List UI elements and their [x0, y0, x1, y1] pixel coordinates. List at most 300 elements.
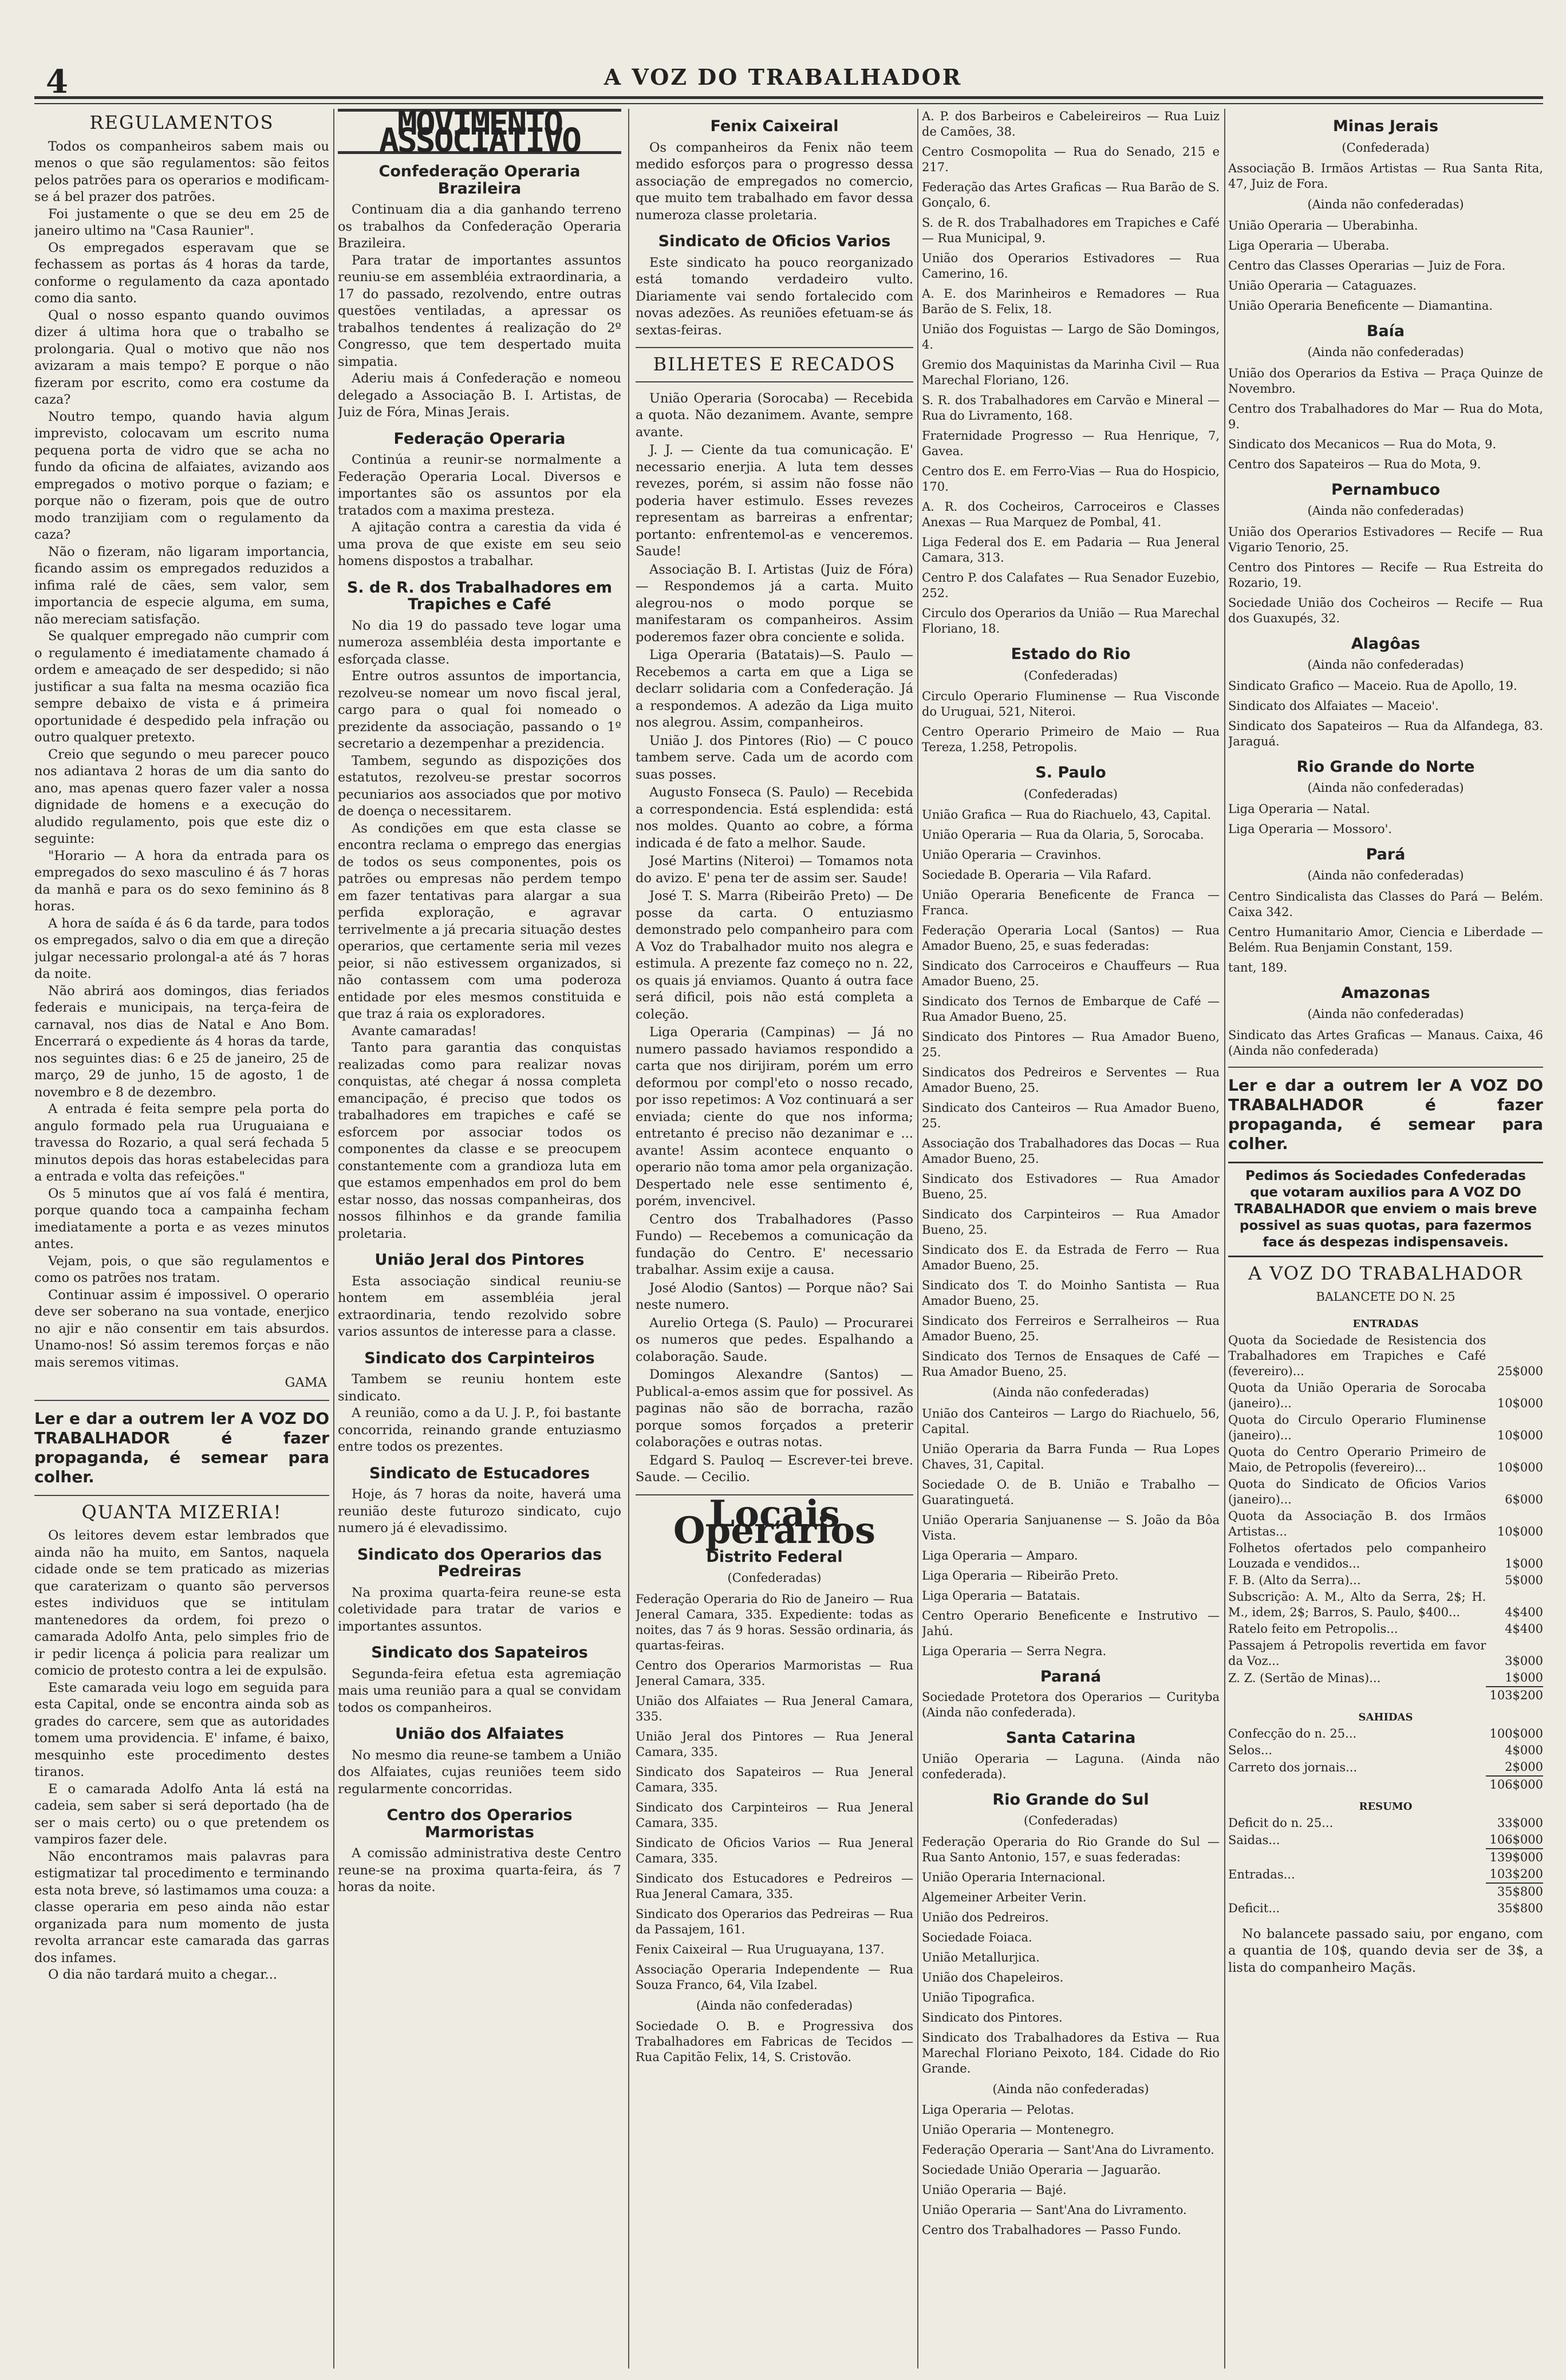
list-entry: União Operaria — Montenegro. [922, 2123, 1114, 2137]
column-3 [636, 109, 913, 2369]
paragraph: "Horario — A hora da entrada para os empregados do sexo masculino é ás 7 horas da manhã e para os do sexo feminino ás 8 horas. [34, 848, 329, 914]
list-entry: Liga Operaria — Amparo. [922, 1548, 1078, 1562]
bilhete-item: União Operaria (Sorocaba) — Recebida a quota. Não dezanimem. Avante, sempre avante. [636, 390, 913, 440]
non-confederated-label: (Ainda não confederadas) [992, 2082, 1149, 2096]
paragraph: O dia não tardará muito a chegar... [48, 1967, 278, 1982]
header-rule [34, 96, 1543, 99]
balance-label: Folhetos ofertados pelo companheiro Louzada e vendidos... [1228, 1541, 1486, 1570]
article-title: Fenix Caixeiral [710, 117, 839, 135]
balance-label-empty [1228, 1687, 1486, 1704]
article-title: Sindicato dos Carpinteiros [364, 1349, 595, 1367]
balance-label: Ratelo feito em Petropolis... [1228, 1621, 1398, 1636]
non-confederated-label: (Ainda não confederadas) [696, 1998, 853, 2012]
balance-row [1228, 1589, 1543, 1621]
region-title-df: Distrito Federal [706, 1548, 843, 1566]
non-confederated-label: (Ainda não confederadas) [1307, 781, 1464, 795]
list-entry: Sindicato das Artes Graficas — Manaus. Caixa, 46 (Ainda não confederada) [1228, 1028, 1543, 1057]
paragraph: Os 5 minutos que aí vos falá é mentira, porque quando toca a campainha fecham imediatamente a porta e as vezes minutos antes. [34, 1186, 329, 1252]
balance-row [1228, 1669, 1543, 1687]
balance-value: 103$200 [1486, 1687, 1543, 1704]
list-entry: Sindicato dos Sapateiros — Rua da Alfandega, 83. Jaraguá. [1228, 719, 1543, 748]
balance-value: 3$000 [1505, 1653, 1543, 1668]
list-entry: Centro dos Pintores — Recife — Rua Estreita do Rozario, 19. [1228, 560, 1543, 590]
signature: GAMA [285, 1375, 327, 1390]
list-entry: Liga Operaria — Uberaba. [1228, 238, 1390, 252]
bilhete-item: Domingos Alexandre (Santos) — Publical-a-emos assim que for possivel. As paginas não são de borracha, razão porque somos forçados a preterir colaborações e outras notas. [636, 1367, 913, 1450]
balance-row [1228, 1687, 1543, 1704]
balance-row [1228, 1815, 1543, 1832]
paragraph: Tanto para garantia das conquistas realizadas como para realizar novas conquistas, até chegar á nossa completa emancipação, é preciso que todos os trabalhadores em trapiches e café se esforcem por associar todos os componentes da classe e se preocupem constantemente com a grandioza luta em que estamos empenhados em prol do bem estar nosso, das nossas companheiras, dos nossos filhinhos e da grande familia proletaria. [338, 1040, 621, 1241]
balance-row [1228, 1742, 1543, 1759]
newspaper-title: A VOZ DO TRABALHADOR [603, 64, 963, 90]
list-entry: Sindicato dos E. da Estrada de Ferro — Rua Amador Bueno, 25. [922, 1243, 1220, 1272]
list-entry: Sindicato dos Estivadores — Rua Amador Bueno, 25. [922, 1172, 1220, 1201]
balance-row [1228, 1726, 1543, 1742]
paragraph: Se qualquer empregado não cumprir com o regulamento é imediatamente chamado á ordem e ameaçado de ser despedido; si não justificar a sua falta na mesma ocazião fica sempre debaixo de vista e á primeira oportunidade é despedido pela infração ou outro qualquer pretexto. [34, 629, 329, 745]
list-entry: União dos Alfaiates — Rua Jeneral Camara, 335. [636, 1694, 913, 1723]
article-title-regulamentos: REGULAMENTOS [89, 112, 274, 133]
header-rule-thin [34, 103, 1543, 104]
balance-label: Subscrição: A. M., Alto da Serra, 2$; H. M., idem, 2$; Barros, S. Paulo, $400... [1228, 1589, 1486, 1619]
list-entry: União dos Foguistas — Largo de São Domingos, 4. [922, 322, 1220, 352]
list-entry: União Operaria — Uberabinha. [1228, 218, 1418, 232]
list-entry: União Tipografica. [922, 1990, 1035, 2004]
paragraph: A ajitação contra a carestia da vida é uma prova de que existe em seu seio homens dispostos a trabalhar. [338, 520, 621, 569]
balance-row [1228, 1849, 1543, 1866]
paragraph: Entre outros assuntos de importancia, rezolveu-se nomear um novo fiscal jeral, cargo para o qual foi nomeado o prezidente da associação, passando o 1º secretario a dezempenhar a prezidencia. [338, 669, 621, 751]
separator [636, 381, 913, 382]
rn-entries [1228, 802, 1543, 837]
region-title-am: Amazonas [1341, 984, 1430, 1002]
balance-label: Quota do Sindicato de Oficios Varios (janeiro)... [1228, 1477, 1486, 1506]
paragraph: As condições em que esta classe se encontra reclama o emprego das energias de todos os seus componentes, pois os patrões ou empresas não perdem tempo em fazer tentativas para alargar a sua perfida exploração, e agravar terrivelmente a já precaria situação destes operarios, que certamente seria mil vezes peior, si não estivessem organizados, si não contassem com uma poderoza entidade por eles mesmos constituida e que traz á raia os exploradores. [338, 820, 621, 1021]
balance-row [1228, 1380, 1543, 1412]
article-title: Sindicato dos Sapateiros [371, 1644, 588, 1661]
paragraph: Continúa a reunir-se normalmente a Federação Operaria Local. Diversos e importantes são os assuntos por ela tratados com a maxima presteza. [338, 452, 621, 518]
list-entry: Liga Operaria — Pelotas. [922, 2103, 1074, 2117]
balance-section-label: RESUMO [1359, 1800, 1413, 1813]
balance-value: 5$000 [1505, 1573, 1543, 1587]
list-entry: Sindicato dos Estucadores e Pedreiros — Rua Jeneral Camara, 335. [636, 1871, 913, 1901]
article-regulamentos [34, 139, 329, 1372]
section-title-movimento: MOVIMENTO ASSOCIATIVO [338, 109, 621, 154]
region-title-mg: Minas Jerais [1332, 117, 1439, 135]
df-entries [636, 1592, 913, 1993]
balance-value: 35$800 [1497, 1901, 1543, 1915]
balance-value: 106$000 [1486, 1776, 1543, 1793]
column-divider [333, 109, 334, 2369]
paragraph: Avante camaradas! [352, 1023, 477, 1039]
balance-value: 1$000 [1505, 1556, 1543, 1570]
bilhete-item: União J. dos Pintores (Rio) — C pouco tambem serve. Cada um de acordo com suas posses. [636, 733, 913, 782]
balance-row [1228, 1759, 1543, 1776]
balance-label: Confecção do n. 25... [1228, 1726, 1357, 1740]
non-confederated-label: (Ainda não confederadas) [1307, 869, 1464, 882]
confederated-label: (Confederadas) [1024, 787, 1118, 801]
paragraph: A entrada é feita sempre pela porta do angulo formado pela rua Uruguaiana e travessa do Rozario, a qual será fechada 5 minutos depois das horas estabelecidas para a entrada e volta das refeições." [34, 1102, 329, 1184]
association-articles [636, 118, 913, 339]
balance-label: Passajem á Petropolis revertida em favor da Voz... [1228, 1638, 1486, 1668]
balance-value: 100$000 [1489, 1726, 1543, 1740]
list-entry: A. R. dos Cocheiros, Carroceiros e Classes Anexas — Rua Marquez de Pombal, 41. [922, 500, 1220, 529]
list-entry: Centro dos Operarios Marmoristas — Rua Jeneral Camara, 335. [636, 1658, 913, 1688]
paragraph: Vejam, pois, o que são regulamentos e como os patrões nos tratam. [34, 1253, 329, 1285]
balance-value: 33$000 [1497, 1815, 1543, 1830]
balance-footer-note: No balancete passado saiu, por engano, com a quantia de 10$, quando devia ser de 3$, a lista do companheiro Maçãs. [1228, 1926, 1543, 1975]
balance-row [1228, 1332, 1543, 1380]
column-divider [628, 109, 629, 2369]
balance-label-empty [1228, 1883, 1486, 1900]
parana-entries [922, 1690, 1220, 1720]
list-entry: União Jeral dos Pintores — Rua Jeneral Camara, 335. [636, 1729, 913, 1759]
list-entry: Liga Operaria — Serra Negra. [922, 1644, 1107, 1658]
balance-section-label: ENTRADAS [1352, 1317, 1419, 1330]
region-title-al: Alagôas [1351, 634, 1421, 653]
article-title: Confederação Operaria Brazileira [378, 163, 581, 198]
paragraph: A reunião, como a da U. J. P., foi bastante concorrida, reinando grande entuziasmo entre todos os prezentes. [338, 1406, 621, 1454]
balance-section-header [1228, 1793, 1543, 1815]
balance-value: 4$000 [1505, 1743, 1543, 1757]
pe-entries [1228, 524, 1543, 626]
confederated-label: (Confederada) [1342, 140, 1430, 155]
confederated-label: (Confederadas) [1024, 1814, 1118, 1828]
list-entry: Sindicato dos Ternos de Embarque de Café — Rua Amador Bueno, 25. [922, 994, 1220, 1024]
non-confederated-label: (Ainda não confederadas) [1307, 1007, 1464, 1021]
section-title-locais: Locais Operarios [673, 1492, 876, 1552]
bilhete-item: Associação B. I. Artistas (Juiz de Fóra) — Respondemos já a carta. Muito alegrou-nos o modo porque se manifestaram os companheiros. Assim poderemos fazer obra conciente e solida. [636, 562, 913, 645]
bilhete-item: J. J. — Ciente da tua comunicação. E' necessario enerjia. A luta tem desses revezes, porém, si assim não fosse não poderia haver estimulo. Esses revezes representam as barreiras a enfrentar; portanto: enfrentemol-as e venceremos. Saude! [636, 443, 913, 559]
paragraph: Os empregados esperavam que se fechassem as portas ás 4 horas da tarde, conforme o regulamento da caza apontado como dia santo. [34, 240, 329, 306]
balance-table [1228, 1311, 1543, 1917]
balance-label-empty [1228, 1776, 1486, 1793]
balance-value: 106$000 [1489, 1832, 1543, 1846]
balance-value: 4$400 [1505, 1605, 1543, 1619]
list-entry: União dos Canteiros — Largo do Riachuelo, 56, Capital. [922, 1406, 1220, 1436]
paragraph: No dia 19 do passado teve logar uma numeroza assembléia desta importante e esforçada classe. [338, 618, 621, 667]
paragraph: No mesmo dia reune-se tambem a União dos Alfaiates, cujas reuniões teem sido regularmente concorridas. [338, 1747, 621, 1797]
paragraph: Este camarada veiu logo em seguida para esta Capital, onde se encontra ainda sob as grades do carcere, sem que as autoridades tomem uma providencia. E' infame, é baixo, mesquinho este procedimento destes tiranos. [34, 1680, 329, 1779]
balance-section-label: SAHIDAS [1358, 1711, 1413, 1723]
list-entry: Liga Operaria — Mossoro'. [1228, 822, 1393, 836]
article-title: União dos Alfaiates [395, 1725, 564, 1743]
balance-value: 4$400 [1505, 1621, 1543, 1636]
separator [34, 1495, 329, 1496]
al-entries [1228, 678, 1543, 749]
list-entry: Sindicato dos Pintores. [922, 2010, 1063, 2024]
list-entry: União Operaria — Cravinhos. [922, 848, 1102, 862]
list-entry: Sindicato dos Mecanicos — Rua do Mota, 9. [1228, 437, 1497, 451]
balance-label: Quota da União Operaria de Sorocaba (janeiro)... [1228, 1380, 1486, 1410]
region-title-ba: Baía [1366, 322, 1405, 340]
separator [34, 1400, 329, 1401]
sp-non-confed-entries [922, 1406, 1220, 1659]
column-4 [922, 109, 1220, 2369]
article-title: Sindicato de Oficios Varios [658, 232, 891, 250]
list-entry: Centro Humanitario Amor, Ciencia e Liberdade — Belém. Rua Benjamin Constant, 159. [1228, 925, 1543, 954]
list-entry: União dos Operarios Estivadores — Rua Camerino, 16. [922, 251, 1220, 281]
paragraph: Noutro tempo, quando havia algum imprevisto, colocavam um escrito numa pequena porta de vidro que se acha no fundo da oficina de alfaiates, avizando aos empregados o motivo porque o faziam; e porque não o fizeram, pois que de outro modo tranzijiam com o regulamento da caza? [34, 409, 329, 542]
paragraph: E o camarada Adolfo Anta lá está na cadeia, sem saber si será deportado (ha de ser o mais certo) ou o que pretendem os vampiros fazer dele. [34, 1781, 329, 1847]
list-entry: União Operaria Beneficente — Diamantina. [1228, 298, 1493, 313]
list-entry: Associação B. Irmãos Artistas — Rua Santa Rita, 47, Juiz de Fora. [1228, 161, 1543, 191]
non-confederated-label: (Ainda não confederadas) [1307, 504, 1464, 518]
list-entry: tant, 189. [1228, 960, 1288, 974]
list-entry: Sindicato dos Sapateiros — Rua Jeneral Camara, 335. [636, 1765, 913, 1794]
list-entry: União Operaria — Laguna. (Ainda não confederada). [922, 1751, 1220, 1781]
list-entry: Centro Cosmopolita — Rua do Senado, 215 e 217. [922, 145, 1220, 174]
list-entry: Centro dos Sapateiros — Rua do Mota, 9. [1228, 457, 1481, 471]
balance-value: 35$800 [1486, 1883, 1543, 1900]
paragraph: Continuam dia a dia ganhando terreno os trabalhos da Confederação Operaria Brazileira. [338, 202, 621, 251]
paragraph: Os leitores devem estar lembrados que ainda não ha muito, em Santos, naquela cidade onde se tem praticado as mizerias que caraterizam o quanto são perversos estes individuos que se intitulam mantenedores da ordem, foi prezo o camarada Adolfo Anta, pelo simples frio de ir pedir licença á policia para realizar um comicio de protesto contra a lei de expulsão. [34, 1528, 329, 1678]
list-entry: União Operaria Internacional. [922, 1870, 1106, 1884]
article-title: Sindicato de Estucadores [369, 1464, 590, 1482]
list-entry: Federação Operaria Local (Santos) — Rua Amador Bueno, 25, e suas federadas: [922, 923, 1220, 953]
paragraph: Todos os companheiros sabem mais ou menos o que são regulamentos: são feitos pelos patrões para os operarios e modificam-se á bel prazer dos patrões. [34, 139, 329, 204]
balance-value: 10$000 [1497, 1428, 1543, 1442]
bilhete-item: Liga Operaria (Campinas) — Já no numero passado haviamos respondido a carta que nos dirijiram, porém um erro deformou por compl'eto o nosso recado, por isso repetimos: A Voz continuará a ser enviada; ciente do que nos informa; entretanto é preciso não dezanimar e ... avante! Assim acontece enquanto o operario não toma amor pela organização. Despertado nele esse sentimento é, porém, invencivel. [636, 1025, 913, 1209]
article-title: União Jeral dos Pintores [374, 1251, 585, 1269]
article-mizeria [34, 1528, 329, 1984]
list-entry: Fenix Caixeiral — Rua Uruguayana, 137. [636, 1942, 885, 1956]
article-title: S. de R. dos Trabalhadores em Trapiches e Café [346, 578, 613, 613]
list-entry: Centro Sindicalista das Classes do Pará — Belém. Caixa 342. [1228, 889, 1543, 919]
region-title-rgs: Rio Grande do Sul [992, 1790, 1149, 1809]
list-entry: União Operaria — Rua da Olaria, 5, Sorocaba. [922, 828, 1204, 842]
list-entry: Centro P. dos Calafates — Rua Senador Euzebio, 252. [922, 571, 1220, 600]
non-confederated-label: (Ainda não confederadas) [1307, 658, 1464, 672]
separator [1228, 1067, 1543, 1068]
list-entry: Centro dos E. em Ferro-Vias — Rua do Hospicio, 170. [922, 464, 1220, 494]
balance-section-header [1228, 1704, 1543, 1726]
paragraph: Continuar assim é impossivel. O operario deve ser soberano na sua vontade, enerjico no ajir e não consentir em tais absurdos. Unamo-nos! Só assim teremos forças e não mais seremos vitimas. [34, 1287, 329, 1370]
paragraph: Creio que segundo o meu parecer pouco nos adiantava 2 horas de um dia santo do ano, mas apenas quero fazer valer a nossa dignidade de homens e a execução do aludido regulamento, pois que este diz o seguinte: [34, 747, 329, 846]
balance-row [1228, 1476, 1543, 1508]
separator [636, 347, 913, 348]
mg-entries [1228, 161, 1543, 192]
sc-entries [922, 1751, 1220, 1782]
column-2 [338, 109, 621, 2369]
list-entry: Federação Operaria do Rio de Janeiro — Rua Jeneral Camara, 335. Expediente: todas as noites, das 7 ás 9 horas. Sessão ordinaria, ás quartas-feiras. [636, 1592, 913, 1652]
balance-label: Carreto dos jornais... [1228, 1760, 1358, 1774]
balance-row [1228, 1832, 1543, 1849]
balance-label: Selos... [1228, 1743, 1272, 1757]
balance-row [1228, 1540, 1543, 1572]
df-extra-entries [636, 2019, 913, 2065]
list-entry: Algemeiner Arbeiter Verin. [922, 1890, 1087, 1904]
list-entry: União Operaria Beneficente de Franca — Franca. [922, 888, 1220, 917]
region-title-sc: Santa Catarina [1005, 1729, 1136, 1747]
balance-value: 6$000 [1505, 1492, 1543, 1506]
list-entry: União dos Operarios Estivadores — Recife — Rua Vigario Tenorio, 25. [1228, 524, 1543, 554]
ba-entries [1228, 366, 1543, 472]
list-entry: União dos Pedreiros. [922, 1910, 1049, 1924]
region-title-estado-rio: Estado do Rio [1011, 645, 1131, 663]
list-entry: Sociedade União Operaria — Jaguarão. [922, 2163, 1161, 2177]
list-entry: Centro dos Trabalhadores — Passo Fundo. [922, 2223, 1181, 2237]
list-entry: Sociedade Foiaca. [922, 1930, 1032, 1944]
promo-box: Ler e dar a outrem ler A VOZ DO TRABALHADOR é fazer propaganda, é semear para colher. [34, 1408, 329, 1486]
paragraph: Para tratar de importantes assuntos reuniu-se em assembléia extraordinaria, a 17 do passado, rezolvendo, entre outras questões ventiladas, a apressar os trabalhos tendentes á realização do 2º Congresso, que tem despertado muita simpatia. [338, 252, 621, 369]
paragraph: Na proxima quarta-feira reune-se esta coletividade para tratar de varios e importantes assuntos. [338, 1585, 621, 1634]
balance-row [1228, 1444, 1543, 1476]
paragraph: A hora de saída é ás 6 da tarde, para todos os empregados, salvo o dia em que a direção julgar necessario prolongal-a até ás 7 horas da noite. [34, 915, 329, 981]
list-entry: Sindicato dos Trabalhadores da Estiva — Rua Marechal Floriano Peixoto, 184. Cidade do Rio Grande. [922, 2030, 1220, 2075]
balance-label: Quota do Centro Operario Primeiro de Maio, de Petropolis (fevereiro)... [1228, 1444, 1486, 1474]
bilhetes-list [636, 390, 913, 1486]
column-divider [917, 109, 918, 2369]
list-entry: Liga Federal dos E. em Padaria — Rua Jeneral Camara, 313. [922, 535, 1220, 565]
region-title-pe: Pernambuco [1331, 480, 1441, 499]
list-entry: Sindicato dos Carpinteiros — Rua Amador Bueno, 25. [922, 1207, 1220, 1237]
list-entry: União Operaria — Bajé. [922, 2183, 1067, 2197]
section-title-bilhetes: BILHETES E RECADOS [653, 353, 896, 375]
balance-row [1228, 1776, 1543, 1793]
page-number: 4 [46, 63, 68, 101]
balance-row [1228, 1621, 1543, 1637]
quota-announcement: Pedimos ás Sociedades Confederadas que votaram auxilios para A VOZ DO TRABALHADOR que enviem o mais breve possivel as suas quotas, para fazermos face ás despezas indispensaveis. [1228, 1162, 1543, 1257]
list-entry: União Grafica — Rua do Riachuelo, 43, Capital. [922, 808, 1212, 822]
balance-value: 139$000 [1486, 1849, 1543, 1866]
list-entry: Sindicato dos Operarios das Pedreiras — Rua da Passajem, 161. [636, 1907, 913, 1936]
list-entry: Gremio dos Maquinistas da Marinha Civil — Rua Marechal Floriano, 126. [922, 358, 1220, 387]
list-entry: União dos Chapeleiros. [922, 1970, 1064, 1984]
paragraph: Não abrirá aos domingos, dias feriados federais e municipais, na terça-feira de carnaval, nos dias de Natal e Ano Bom. Encerrará o expediente ás 4 horas da tarde, nos seguintes dias: 6 e 25 de janeiro, 25 de março, 29 de junho, 15 de agosto, 1 de novembro e 8 de dezembro. [34, 983, 329, 1100]
balance-label: Saidas... [1228, 1833, 1280, 1847]
list-entry: Sindicato dos Pintores — Rua Amador Bueno, 25. [922, 1030, 1220, 1059]
bilhete-item: Centro dos Trabalhadores (Passo Fundo) — Recebemos a comunicação da fundação do Centro. E' necessario trabalhar. Assim exije a causa. [636, 1211, 913, 1277]
region-title-sp: S. Paulo [1035, 764, 1106, 782]
balance-row [1228, 1637, 1543, 1669]
paragraph: Esta associação sindical reuniu-se hontem em assembléia jeral extraordinaria, tendo rezolvido sobre varios assuntos de interesse para a classe. [338, 1273, 621, 1339]
paragraph: Tambem, segundo as dispozições dos estatutos, rezolveu-se prestar socorros pecuniarios aos associados que por motivo de doença o necessitarem. [338, 753, 621, 819]
balance-row [1228, 1412, 1543, 1444]
balance-value: 25$000 [1497, 1364, 1543, 1378]
list-entry: União dos Operarios da Estiva — Praça Quinze de Novembro. [1228, 366, 1543, 396]
list-entry: Fraternidade Progresso — Rua Henrique, 7, Gavea. [922, 429, 1220, 458]
list-entry: Liga Operaria — Natal. [1228, 802, 1370, 816]
balance-row [1228, 1572, 1543, 1589]
bilhete-item: Liga Operaria (Batatais)—S. Paulo — Recebemos a carta em que a Liga se declarr solidaria com a Confederação. Já a respondemos. A adezão da Liga muito nos alegrou. Assim, companheiros. [636, 648, 913, 730]
list-entry: Circulo dos Operarios da União — Rua Marechal Floriano, 18. [922, 606, 1220, 636]
list-entry: União Operaria Sanjuanense — S. João da Bôa Vista. [922, 1513, 1220, 1542]
balance-label: Quota da Associação B. dos Irmãos Artistas... [1228, 1509, 1486, 1538]
list-entry: Liga Operaria — Batatais. [922, 1588, 1080, 1603]
balance-value: 2$000 [1505, 1759, 1543, 1774]
region-title-rn: Rio Grande do Norte [1296, 757, 1475, 776]
paragraph: Não o fizeram, não ligaram importancia, ficando assim os empregados reduzidos a infima ralé de cães, sem valor, sem importancia de especie alguma, em suma, não mereciam satisfação. [34, 544, 329, 627]
list-entry: Sindicato dos T. do Moinho Santista — Rua Amador Bueno, 25. [922, 1278, 1220, 1308]
list-entry: Sociedade B. Operaria — Vila Rafard. [922, 868, 1152, 882]
list-entry: União Metallurjica. [922, 1950, 1040, 1964]
list-entry: Sociedade União dos Cocheiros — Recife — Rua dos Guaxupés, 32. [1228, 595, 1543, 625]
balance-value: 10$000 [1497, 1460, 1543, 1474]
list-entry: Liga Operaria — Ribeirão Preto. [922, 1568, 1119, 1582]
bilhete-item: Augusto Fonseca (S. Paulo) — Recebida a correspondencia. Está esplendida: está nos moldes. Quanto ao cobre, a fórma indicada é de fato a melhor. Saude. [636, 785, 913, 851]
balance-label: Entradas... [1228, 1867, 1295, 1881]
list-entry: Centro Operario Primeiro de Maio — Rua Tereza, 1.258, Petropolis. [922, 725, 1220, 754]
list-entry: União Operaria da Barra Funda — Rua Lopes Chaves, 31, Capital. [922, 1442, 1220, 1471]
confederated-label: (Confederadas) [1024, 668, 1118, 682]
list-entry: A. P. dos Barbeiros e Cabeleireiros — Rua Luiz de Camões, 38. [922, 109, 1220, 139]
balance-label: Z. Z. (Sertão de Minas)... [1228, 1671, 1381, 1685]
column-divider [1224, 109, 1225, 2369]
bilhete-item: José Alodio (Santos) — Porque não? Sai neste numero. [636, 1280, 913, 1312]
paragraph: Este sindicato ha pouco reorganizado está tomando verdadeiro vulto. Diariamente vai sendo fortalecido com novas adezões. As reuniões efetuam-se ás sextas-feiras. [636, 255, 913, 338]
list-entry: Sindicato Grafico — Maceio. Rua de Apollo, 19. [1228, 678, 1517, 693]
balance-value: 103$200 [1489, 1866, 1543, 1881]
non-confederated-label: (Ainda não confederadas) [1307, 345, 1464, 359]
balance-value: 10$000 [1497, 1396, 1543, 1410]
paragraph: Tambem se reuniu hontem este sindicato. [338, 1372, 621, 1404]
list-entry: Sindicato dos Alfaiates — Maceio'. [1228, 698, 1439, 713]
bilhete-item: José T. S. Marra (Ribeirão Preto) — De posse da carta. O entuziasmo demonstrado pelo companheiro para com A Voz do Trabalhador muito nos alegra e estimula. A prezente faz começo no n. 22, os quais já enviamos. Quanto á outra face será dificil, pois não está completa a coleção. [636, 889, 913, 1022]
list-entry: Sociedade O. de B. União e Trabalho — Guaratinguetá. [922, 1477, 1220, 1507]
mg-non-confed-entries [1228, 218, 1543, 314]
rgs-entries [922, 1834, 1220, 2077]
pa-entries [1228, 889, 1543, 976]
list-entry: União Operaria — Sant'Ana do Livramento. [922, 2203, 1187, 2217]
list-entry: Federação das Artes Graficas — Rua Barão de S. Gonçalo, 6. [922, 180, 1220, 210]
am-entries [1228, 1028, 1543, 1059]
list-entry: S. de R. dos Trabalhadores em Trapiches e Café — Rua Municipal, 9. [922, 216, 1220, 245]
balance-value: 1$000 [1505, 1670, 1543, 1684]
list-entry: Federação Operaria do Rio Grande do Sul — Rua Santo Antonio, 157, e suas federadas: [922, 1834, 1220, 1864]
non-confederated-label: (Ainda não confederadas) [1307, 198, 1464, 211]
confederated-label: (Confederadas) [727, 1571, 822, 1585]
balance-label: Deficit... [1228, 1901, 1280, 1915]
balance-row [1228, 1866, 1543, 1883]
list-entry: Sociedade Protetora dos Operarios — Curityba (Ainda não confederada). [922, 1690, 1220, 1719]
list-entry: Sindicatos dos Pedreiros e Serventes — Rua Amador Bueno, 25. [922, 1065, 1220, 1095]
bilhete-item: José Martins (Niteroi) — Tomamos nota do avizo. E' pena ter de assim ser. Saude! [636, 854, 913, 886]
list-entry: Centro das Classes Operarias — Juiz de Fora. [1228, 258, 1506, 273]
balance-label: Quota da Sociedade de Resistencia dos Trabalhadores em Trapiches e Café (fevereiro)... [1228, 1333, 1486, 1378]
column-1 [34, 109, 329, 2369]
list-entry: Sindicato dos Ternos de Ensaques de Café — Rua Amador Bueno, 25. [922, 1349, 1220, 1379]
list-entry: Sociedade O. B. e Progressiva dos Trabalhadores em Fabricas de Tecidos — Rua Capitão Felix, 14, S. Cristovão. [636, 2019, 913, 2064]
rgs-non-confed-entries [922, 2102, 1220, 2238]
paragraph: Hoje, ás 7 horas da noite, haverá uma reunião deste futurozo sindicato, cujo numero já é elevadissimo. [338, 1487, 621, 1536]
balance-label: Quota do Circulo Operario Fluminense (janeiro)... [1228, 1412, 1486, 1442]
paragraph: Foi justamente o que se deu em 25 de janeiro ultimo na "Casa Raunier". [34, 206, 329, 238]
article-title: Sindicato dos Operarios das Pedreiras [357, 1545, 602, 1580]
list-entry: Sindicato dos Ferreiros e Serralheiros — Rua Amador Bueno, 25. [922, 1314, 1220, 1343]
bilhete-item: Aurelio Ortega (S. Paulo) — Procurarei os numeros que pedes. Espalhando a colaboração. Saude. [636, 1315, 913, 1364]
balance-row [1228, 1883, 1543, 1900]
list-entry: Circulo Operario Fluminense — Rua Visconde do Uruguai, 521, Niteroi. [922, 689, 1220, 719]
balance-value: 10$000 [1497, 1524, 1543, 1538]
paragraph: A comissão administrativa deste Centro reune-se na proxima quarta-feira, ás 7 horas da noite. [338, 1846, 621, 1894]
estado-rio-entries [922, 689, 1220, 755]
promo-box: Ler e dar a outrem ler A VOZ DO TRABALHADOR é fazer propaganda, é semear para colher. [1228, 1075, 1543, 1153]
balance-section-header [1228, 1311, 1543, 1332]
article-title-mizeria: QUANTA MIZERIA! [81, 1501, 282, 1523]
paragraph: Os companheiros da Fenix não teem medido esforços para o progresso dessa associação de empregados no comercio, que muito tem trabalhado em favor dessa numeroza classe proletaria. [636, 140, 913, 223]
df-entries-continued [922, 109, 1220, 637]
list-entry: A. E. dos Marinheiros e Remadores — Rua Barão de S. Felix, 18. [922, 287, 1220, 316]
balance-title: A VOZ DO TRABALHADOR [1248, 1262, 1523, 1284]
bilhete-item: Edgard S. Pauloq — Escrever-tei breve. Saude. — Cecilio. [636, 1453, 913, 1485]
paragraph: Aderiu mais á Confederação e nomeou delegado a Associação B. I. Artistas, de Juiz de Fóra, Minas Jerais. [338, 371, 621, 420]
paragraph: Não encontramos mais palavras para estigmatizar tal procedimento e terminando esta nota breve, só lastimamos uma couza: a classe operaria em peso ainda não estar organizada para num momento de justa revolta arrancar este camarada das garras dos infames. [34, 1849, 329, 1965]
balance-subtitle: BALANCETE DO N. 25 [1316, 1290, 1455, 1304]
column-5 [1228, 109, 1543, 2369]
list-entry: S. R. dos Trabalhadores em Carvão e Mineral — Rua do Livramento, 168. [922, 393, 1220, 423]
list-entry: Centro dos Trabalhadores do Mar — Rua do Mota, 9. [1228, 401, 1543, 431]
non-confederated-label: (Ainda não confederadas) [992, 1386, 1149, 1399]
list-entry: Sindicato dos Carpinteiros — Rua Jeneral Camara, 335. [636, 1800, 913, 1830]
